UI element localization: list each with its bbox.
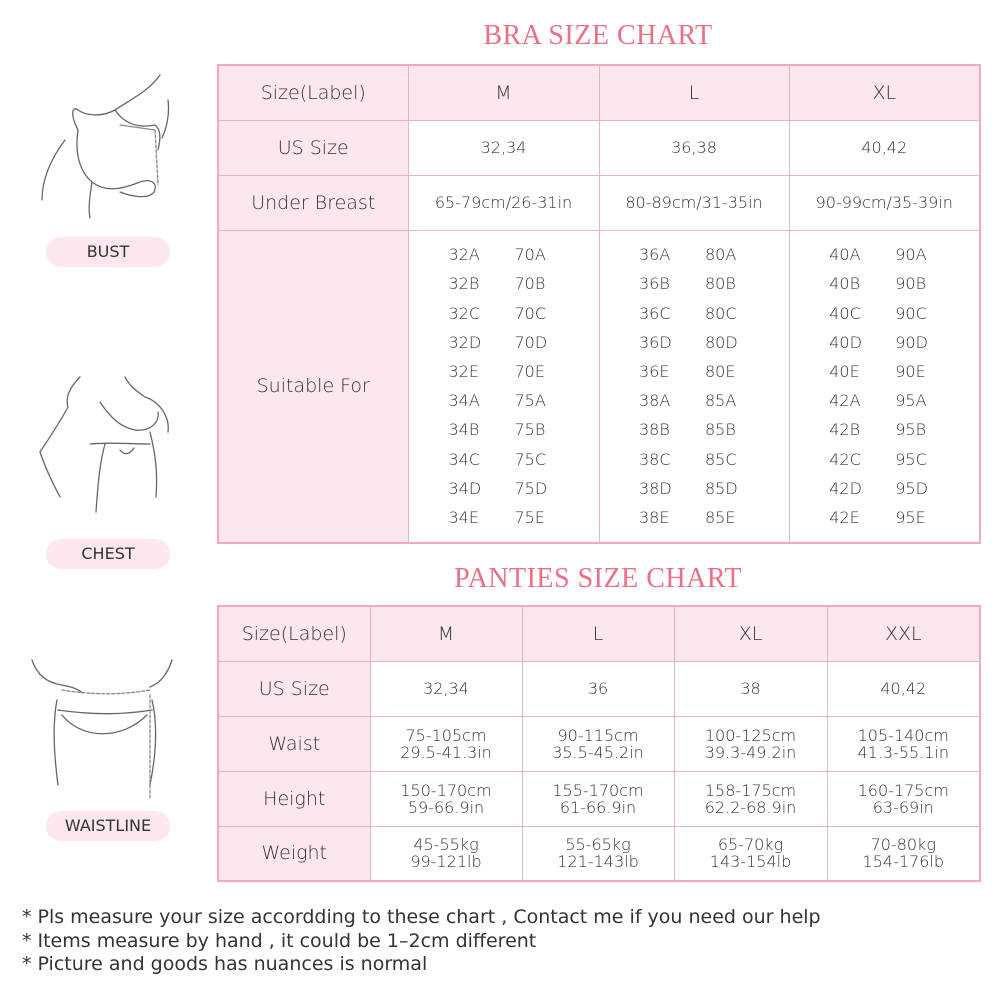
cup-size-pair — [600, 269, 789, 298]
cup-size-pair — [790, 357, 980, 386]
bra-under-breast-l: 80-89cm/31-35in — [599, 175, 789, 230]
panties-us-size-xxl: 40,42 — [827, 661, 980, 716]
cup-size-pair — [600, 328, 789, 357]
panties-us-size-m: 32,34 — [370, 661, 522, 716]
cup-size-pair — [409, 445, 599, 474]
bra-us-size-l: 36,38 — [599, 120, 789, 175]
panties-weight-row — [218, 826, 980, 881]
panties-chart-title: PANTIES SIZE CHART — [454, 563, 742, 594]
bust-label: BUST — [46, 237, 170, 267]
bust-figure-icon — [30, 70, 180, 220]
us-cup-size: 32A — [448, 245, 480, 265]
note-item — [22, 906, 821, 930]
us-cup-size: 42D — [829, 478, 862, 498]
panties-weight-xxl: 70-80kg 154-176lb — [827, 826, 980, 881]
us-cup-size: 36E — [639, 362, 670, 382]
panties-waist-l: 90-115cm 35.5-45.2in — [522, 716, 674, 771]
bra-us-size-label: US Size — [218, 120, 408, 175]
note-text: Pls measure your size accordding to these chart , Contact me if you need our help — [37, 906, 821, 928]
cup-size-pair — [790, 269, 980, 298]
panties-height-m: 150-170cm 59-66.9in — [370, 771, 522, 826]
cup-size-pair — [600, 503, 789, 532]
cup-size-pair — [790, 445, 980, 474]
cup-size-pair — [600, 299, 789, 328]
cup-size-pair — [790, 240, 980, 269]
panties-height-row — [218, 771, 980, 826]
cup-size-pair — [409, 474, 599, 503]
bra-size-m: M — [408, 65, 599, 120]
eu-cup-size: 95C — [895, 449, 927, 469]
eu-cup-size: 90A — [895, 245, 927, 265]
cup-size-pair — [600, 415, 789, 444]
us-cup-size: 38E — [639, 508, 670, 528]
panties-us-size-xl: 38 — [674, 661, 827, 716]
eu-cup-size: 75B — [514, 420, 546, 440]
us-cup-size: 40A — [829, 245, 861, 265]
note-bullet: * — [22, 906, 32, 928]
bra-size-xl: XL — [789, 65, 980, 120]
eu-cup-size: 70D — [514, 332, 548, 352]
eu-cup-size: 85D — [705, 478, 738, 498]
bra-suitable-l — [599, 230, 789, 543]
panties-header-label: Size(Label) — [218, 606, 370, 661]
bra-under-breast-xl: 90-99cm/35-39in — [789, 175, 980, 230]
bra-size-l: L — [599, 65, 789, 120]
us-cup-size: 40C — [829, 303, 861, 323]
panties-size-xl: XL — [674, 606, 827, 661]
eu-cup-size: 80A — [705, 245, 737, 265]
us-cup-size: 38B — [639, 420, 670, 440]
cup-size-pair — [409, 357, 599, 386]
panties-waist-row — [218, 716, 980, 771]
panties-header-row — [218, 606, 980, 661]
us-cup-size: 34A — [448, 391, 480, 411]
us-cup-size: 32D — [448, 332, 482, 352]
cup-size-pair — [790, 474, 980, 503]
eu-cup-size: 75E — [514, 508, 545, 528]
eu-cup-size: 85E — [705, 508, 736, 528]
eu-cup-size: 75D — [514, 478, 548, 498]
eu-cup-size: 70E — [514, 362, 545, 382]
panties-us-size-l: 36 — [522, 661, 674, 716]
bra-size-table — [217, 64, 981, 544]
panties-height-xxl: 160-175cm 63-69in — [827, 771, 980, 826]
bra-under-breast-label: Under Breast — [218, 175, 408, 230]
panties-height-xl: 158-175cm 62.2-68.9in — [674, 771, 827, 826]
panties-height-label: Height — [218, 771, 370, 826]
panties-us-size-row — [218, 661, 980, 716]
cup-size-pair — [600, 357, 789, 386]
panties-waist-m: 75-105cm 29.5-41.3in — [370, 716, 522, 771]
eu-cup-size: 75C — [514, 449, 547, 469]
us-cup-size: 36C — [639, 303, 671, 323]
panties-waist-xxl: 105-140cm 41.3-55.1in — [827, 716, 980, 771]
eu-cup-size: 85A — [705, 391, 737, 411]
bra-header-row — [218, 65, 980, 120]
us-cup-size: 36A — [639, 245, 671, 265]
eu-cup-size: 80C — [705, 303, 737, 323]
panties-height-l: 155-170cm 61-66.9in — [522, 771, 674, 826]
cup-size-pair — [409, 269, 599, 298]
us-cup-size: 42A — [829, 391, 861, 411]
us-cup-size: 32B — [448, 274, 480, 294]
waistline-label: WAISTLINE — [46, 811, 170, 841]
us-cup-size: 42C — [829, 449, 861, 469]
eu-cup-size: 90C — [895, 303, 927, 323]
eu-cup-size: 80E — [705, 362, 736, 382]
us-cup-size: 36B — [639, 274, 670, 294]
bra-us-size-row — [218, 120, 980, 175]
us-cup-size: 34D — [448, 478, 482, 498]
cup-size-pair — [790, 299, 980, 328]
cup-size-pair — [600, 445, 789, 474]
us-cup-size: 32E — [448, 362, 479, 382]
bra-under-breast-m: 65-79cm/26-31in — [408, 175, 599, 230]
eu-cup-size: 90B — [895, 274, 927, 294]
us-cup-size: 34B — [448, 420, 480, 440]
bra-chart-title: BRA SIZE CHART — [483, 20, 713, 51]
panties-weight-l: 55-65kg 121-143lb — [522, 826, 674, 881]
us-cup-size: 34E — [448, 508, 479, 528]
cup-size-pair — [790, 386, 980, 415]
us-cup-size: 40B — [829, 274, 861, 294]
cup-size-pair — [600, 386, 789, 415]
cup-size-pair — [790, 503, 980, 532]
us-cup-size: 40E — [829, 362, 860, 382]
chest-label: CHEST — [46, 539, 170, 569]
panties-size-table — [217, 605, 981, 882]
note-item — [22, 930, 821, 954]
eu-cup-size: 70C — [514, 303, 547, 323]
eu-cup-size: 75A — [514, 391, 546, 411]
cup-size-pair — [600, 240, 789, 269]
eu-cup-size: 95E — [895, 508, 926, 528]
panties-size-m: M — [370, 606, 522, 661]
eu-cup-size: 80D — [705, 332, 738, 352]
us-cup-size: 42B — [829, 420, 861, 440]
panties-weight-label: Weight — [218, 826, 370, 881]
us-cup-size: 40D — [829, 332, 862, 352]
panties-weight-m: 45-55kg 99-121lb — [370, 826, 522, 881]
panties-size-l: L — [522, 606, 674, 661]
note-item — [22, 953, 821, 977]
us-cup-size: 42E — [829, 508, 860, 528]
cup-size-pair — [409, 328, 599, 357]
cup-size-pair — [600, 474, 789, 503]
us-cup-size: 36D — [639, 332, 672, 352]
notes-list — [22, 906, 821, 977]
cup-size-pair — [409, 240, 599, 269]
eu-cup-size: 95B — [895, 420, 927, 440]
eu-cup-size: 70B — [514, 274, 546, 294]
bra-us-size-m: 32,34 — [408, 120, 599, 175]
us-cup-size: 38D — [639, 478, 672, 498]
eu-cup-size: 95D — [895, 478, 928, 498]
us-cup-size: 32C — [448, 303, 481, 323]
eu-cup-size: 85B — [705, 420, 736, 440]
us-cup-size: 34C — [448, 449, 481, 469]
bra-suitable-xl — [789, 230, 980, 543]
us-cup-size: 38A — [639, 391, 671, 411]
panties-size-xxl: XXL — [827, 606, 980, 661]
bra-under-breast-row — [218, 175, 980, 230]
cup-size-pair — [409, 415, 599, 444]
eu-cup-size: 80B — [705, 274, 736, 294]
panties-us-size-label: US Size — [218, 661, 370, 716]
panties-waist-label: Waist — [218, 716, 370, 771]
note-bullet: * — [22, 953, 32, 975]
cup-size-pair — [790, 328, 980, 357]
bra-suitable-label: Suitable For — [218, 230, 408, 543]
chest-figure-icon — [30, 372, 180, 522]
note-bullet: * — [22, 929, 32, 952]
panties-weight-xl: 65-70kg 143-154lb — [674, 826, 827, 881]
eu-cup-size: 70A — [514, 245, 546, 265]
bra-suitable-row — [218, 230, 980, 543]
cup-size-pair — [409, 503, 599, 532]
bra-us-size-xl: 40,42 — [789, 120, 980, 175]
eu-cup-size: 85C — [705, 449, 737, 469]
cup-size-pair — [409, 299, 599, 328]
cup-size-pair — [409, 386, 599, 415]
note-text: Items measure by hand , it could be 1–2cm different — [37, 929, 537, 952]
eu-cup-size: 90D — [895, 332, 928, 352]
waistline-figure-icon — [22, 655, 182, 805]
bra-suitable-m — [408, 230, 599, 543]
cup-size-pair — [790, 415, 980, 444]
us-cup-size: 38C — [639, 449, 671, 469]
eu-cup-size: 90E — [895, 362, 926, 382]
eu-cup-size: 95A — [895, 391, 927, 411]
panties-waist-xl: 100-125cm 39.3-49.2in — [674, 716, 827, 771]
note-text: Picture and goods has nuances is normal — [37, 953, 428, 975]
bra-header-label: Size(Label) — [218, 65, 408, 120]
